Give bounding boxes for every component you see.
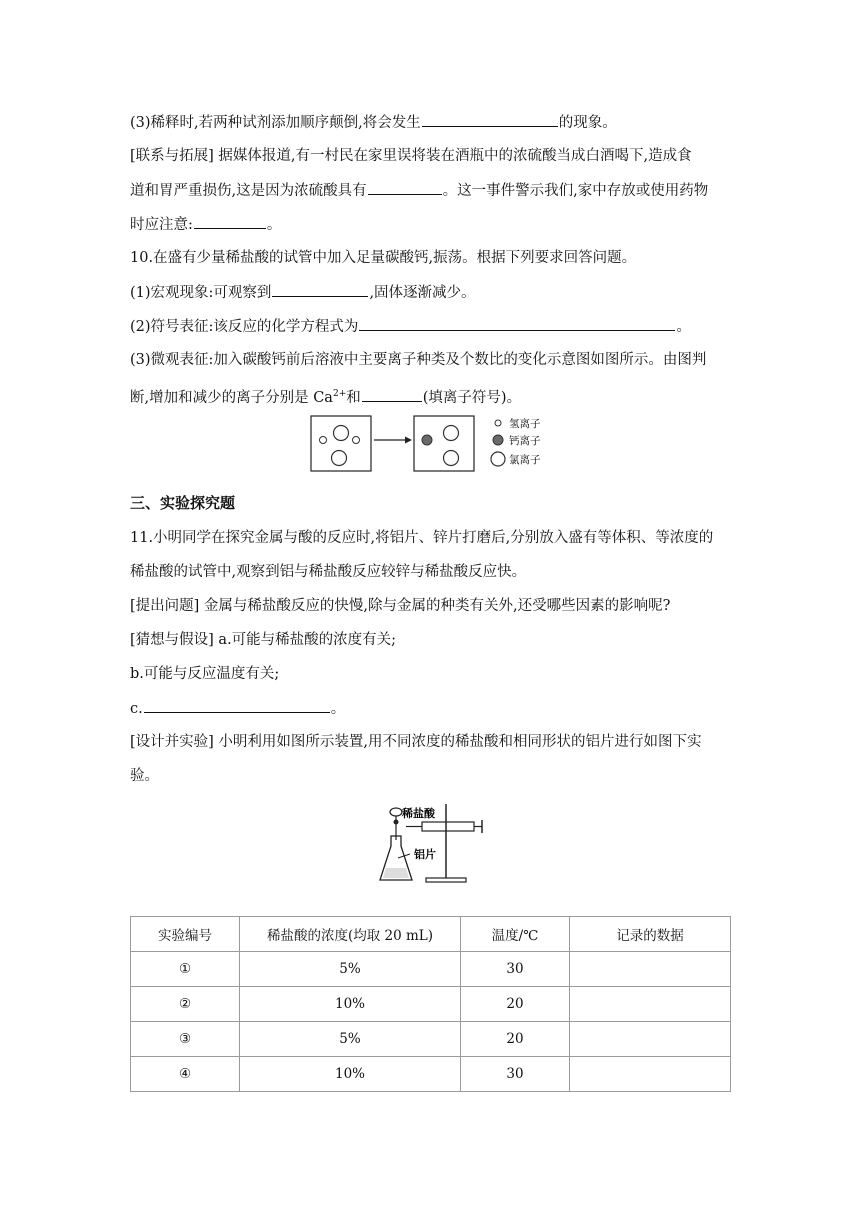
q9-link-line1: [130, 146, 692, 166]
q10-item1: [130, 282, 476, 303]
acid-label: 稀盐酸: [402, 807, 435, 820]
legend-chloride-icon: [491, 452, 505, 466]
table-cell: 20: [461, 987, 570, 1022]
q10-item2-text: (2)符号表征:该反应的化学方程式为: [130, 319, 359, 335]
q9-link-text2-suffix: 。这一事件警示我们,家中存放或使用药物: [442, 183, 709, 199]
q11-hypothesis-c: [130, 698, 345, 719]
table-cell: 20: [461, 1022, 570, 1057]
charge-superscript: 2+: [332, 389, 347, 399]
answer-blank[interactable]: [362, 387, 422, 402]
answer-blank[interactable]: [422, 112, 558, 127]
chloride-ion-circle: [444, 451, 459, 466]
answer-blank[interactable]: [272, 282, 368, 297]
dropping-funnel: [390, 808, 402, 816]
table-header: 实验编号: [131, 917, 240, 952]
table-cell[interactable]: [570, 1022, 731, 1057]
q11-hypothesis-a: [猜想与假设] a.可能与稀盐酸的浓度有关;: [130, 632, 397, 648]
table-row: [131, 1057, 731, 1092]
q9-link-text2: 道和胃严重损伤,这是因为浓硫酸具有: [130, 183, 367, 199]
q10-item1-suffix: ,固体逐渐减少。: [369, 285, 476, 301]
table-header-row: [131, 917, 731, 952]
answer-blank[interactable]: [194, 214, 266, 229]
q10-item3-and: 和: [346, 390, 361, 406]
q11-design-line2: 验。: [130, 768, 159, 784]
answer-blank[interactable]: [359, 316, 675, 331]
chloride-ion-circle: [334, 426, 349, 441]
q10-item3-line1: (3)微观表征:加入碳酸钙前后溶液中主要离子种类及个数比的变化示意图如图所示。由图判: [130, 352, 707, 368]
legend-label: 氢离子: [509, 418, 541, 430]
q9-link-text3-suffix: 。: [266, 217, 282, 233]
chloride-ion-circle: [444, 426, 459, 441]
q11-stem-line1: 11.小明同学在探究金属与酸的反应时,将铝片、锌片打磨后,分别放入盛有等体积、等浓度的: [130, 530, 714, 546]
table-cell: ④: [131, 1057, 240, 1092]
table-cell: 5%: [240, 1022, 461, 1057]
q10-item2-suffix: 。: [676, 319, 691, 335]
table-cell: 30: [461, 1057, 570, 1092]
q9-link-text3: 时应注意:: [130, 217, 193, 233]
q9-item3-suffix: 的现象。: [558, 115, 617, 131]
q9-link-text1: [联系与拓展] 据媒体报道,有一村民在家里误将装在酒瓶中的浓硫酸当成白酒喝下,造成食: [130, 148, 692, 164]
table-header: 记录的数据: [570, 917, 731, 952]
syringe-barrel: [422, 822, 474, 831]
q10-item3-line2: [130, 384, 521, 408]
table-cell[interactable]: [570, 1057, 731, 1092]
arrow-head-icon: [405, 437, 412, 444]
table-row: [131, 987, 731, 1022]
calcium-ion-circle: [422, 435, 432, 445]
stand-base: [426, 878, 466, 882]
q9-link-line3: [130, 214, 281, 235]
apparatus-figure: [378, 800, 488, 886]
table-cell: 30: [461, 952, 570, 987]
hydrogen-ion-dot: [320, 437, 327, 444]
metal-label: 铝片: [414, 848, 436, 861]
q10-item3-suffix: (填离子符号)。: [422, 390, 522, 406]
hydrogen-ion-dot: [353, 437, 360, 444]
flask-liquid: [383, 868, 409, 878]
q10-stem: 10.在盛有少量稀盐酸的试管中加入足量碳酸钙,振荡。根据下列要求回答问题。: [130, 250, 637, 266]
legend-hydrogen-icon: [495, 420, 501, 426]
table-cell: ②: [131, 987, 240, 1022]
answer-blank[interactable]: [144, 698, 330, 713]
q11-hyp-c-suffix: 。: [330, 701, 346, 717]
table-cell: 5%: [240, 952, 461, 987]
legend-label: 氯离子: [509, 454, 541, 466]
legend-label: 钙离子: [509, 435, 541, 447]
legend-calcium-icon: [493, 435, 503, 445]
q9-item3: [130, 112, 617, 133]
stopcock-icon: [394, 820, 399, 825]
answer-blank[interactable]: [368, 180, 442, 195]
q9-link-line2: [130, 180, 708, 201]
experiment-table: [130, 916, 731, 1092]
chloride-ion-circle: [332, 451, 347, 466]
table-row: [131, 1022, 731, 1057]
q11-design-line1: [设计并实验] 小明利用如图所示装置,用不同浓度的稀盐酸和相同形状的铝片进行如图下实: [130, 734, 702, 750]
section-title: 三、实验探究题: [130, 494, 236, 512]
q10-item2: [130, 316, 691, 337]
table-cell[interactable]: [570, 952, 731, 987]
table-row: [131, 952, 731, 987]
ion-change-diagram: [308, 414, 558, 474]
q10-item3-text: 断,增加和减少的离子分别是 Ca: [130, 390, 333, 406]
table-cell[interactable]: [570, 987, 731, 1022]
q10-item1-text: (1)宏观现象:可观察到: [130, 285, 272, 301]
table-cell: ①: [131, 952, 240, 987]
q11-question: [提出问题] 金属与稀盐酸反应的快慢,除与金属的种类有关外,还受哪些因素的影响呢?: [130, 598, 671, 614]
q11-stem-line2: 稀盐酸的试管中,观察到铝与稀盐酸反应较锌与稀盐酸反应快。: [130, 564, 527, 580]
q9-item3-text: (3)稀释时,若两种试剂添加顺序颠倒,将会发生: [130, 115, 421, 131]
q11-hypothesis-b: b.可能与反应温度有关;: [130, 666, 280, 682]
table-cell: ③: [131, 1022, 240, 1057]
table-cell: 10%: [240, 987, 461, 1022]
table-cell: 10%: [240, 1057, 461, 1092]
q11-hyp-c-prefix: c.: [130, 701, 143, 717]
table-header: 温度/℃: [461, 917, 570, 952]
table-header: 稀盐酸的浓度(均取 20 mL): [240, 917, 461, 952]
